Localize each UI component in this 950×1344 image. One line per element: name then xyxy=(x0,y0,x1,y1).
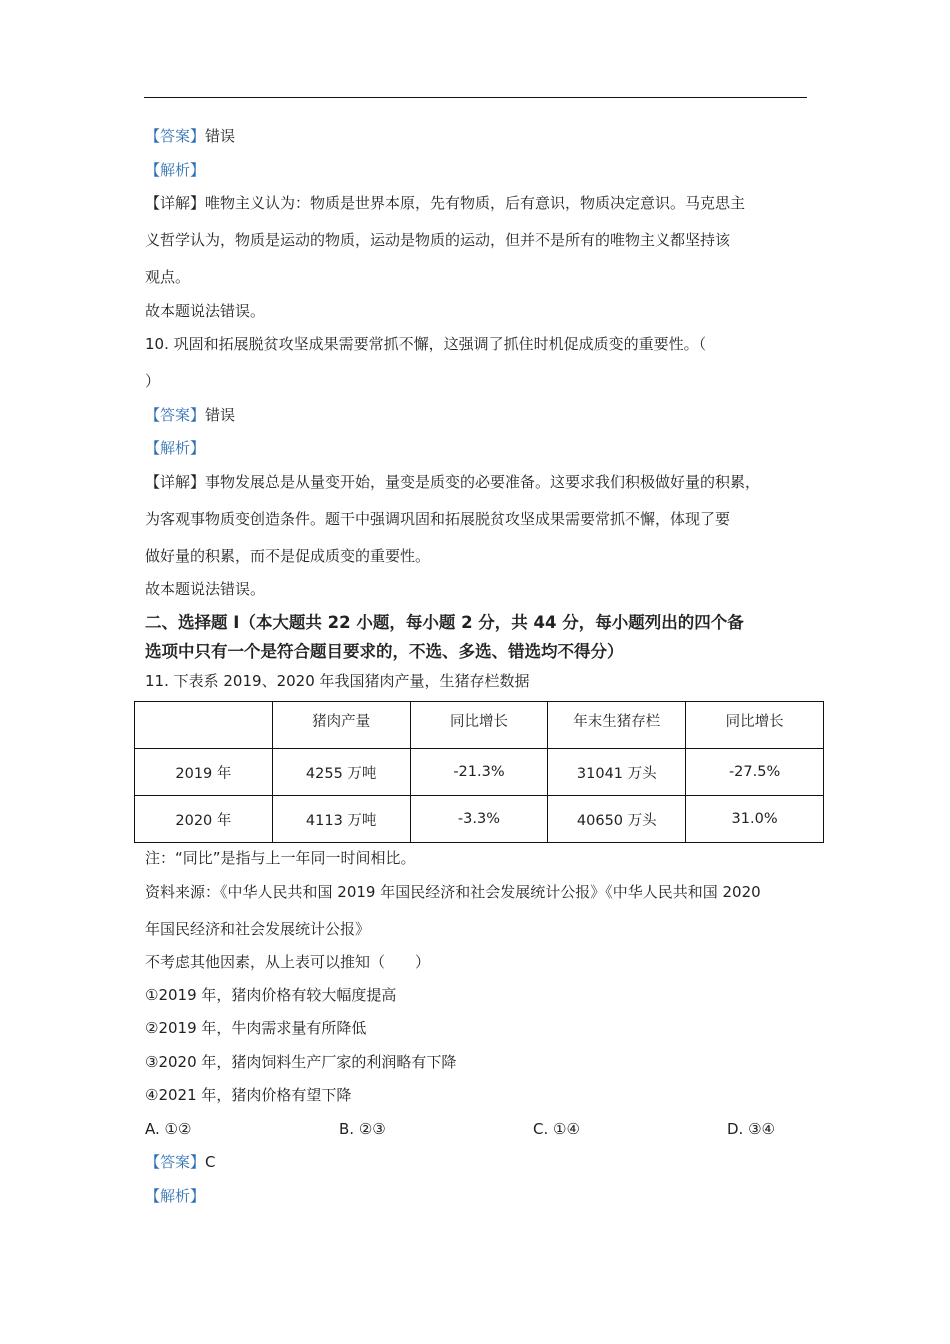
table-cell: -21.3% xyxy=(410,749,548,796)
table-header-cell xyxy=(135,702,273,749)
table-cell: -27.5% xyxy=(686,749,824,796)
detail-text: 事物发展总是从量变开始，量变是质变的必要准备。这要求我们积极做好量的积累， xyxy=(205,473,761,491)
option-b: B. ②③ xyxy=(339,1120,386,1138)
table-row xyxy=(135,749,824,796)
q9-detail-line-2: 义哲学认为，物质是运动的物质，运动是物质的运动，但并不是所有的唯物主义都坚持该 xyxy=(145,231,731,249)
statement-item: ④2021 年，猪肉价格有望下降 xyxy=(145,1086,352,1104)
q9-detail-line-3: 观点。 xyxy=(145,268,191,286)
q9-conclusion: 故本题说法错误。 xyxy=(145,302,266,320)
q10-detail-line-2: 为客观事物质变创造条件。题干中强调巩固和拓展脱贫攻坚成果需要常抓不懈，体现了要 xyxy=(145,510,731,528)
table-header-cell: 年末生猪存栏 xyxy=(548,702,686,749)
table-header-cell: 同比增长 xyxy=(686,702,824,749)
table-cell: 31041 万头 xyxy=(548,749,686,796)
table-header-cell: 猪肉产量 xyxy=(272,702,410,749)
section-title-line-1: 二、选择题 I（本大题共 22 小题，每小题 2 分，共 44 分，每小题列出的四个备 xyxy=(145,613,744,632)
q10-conclusion: 故本题说法错误。 xyxy=(145,580,266,598)
q9-detail-line-1 xyxy=(145,193,745,213)
option-d: D. ③④ xyxy=(727,1120,775,1138)
statement-item: ①2019 年，猪肉价格有较大幅度提高 xyxy=(145,986,397,1004)
table-header-row xyxy=(135,702,824,749)
statement-item: ③2020 年，猪肉饲料生产厂家的利润略有下降 xyxy=(145,1053,457,1071)
q10-detail-line-3: 做好量的积累，而不是促成质变的重要性。 xyxy=(145,547,431,565)
table-cell: 40650 万头 xyxy=(548,796,686,843)
table-note: 注：“同比”是指与上一年同一时间相比。 xyxy=(145,849,416,867)
table-cell: 4113 万吨 xyxy=(272,796,410,843)
detail-text: 唯物主义认为：物质是世界本原，先有物质，后有意识，物质决定意识。马克思主 xyxy=(205,194,746,212)
statement-item: ②2019 年，牛肉需求量有所降低 xyxy=(145,1019,367,1037)
table-cell: 4255 万吨 xyxy=(272,749,410,796)
detail-tag: 【详解】 xyxy=(145,473,206,491)
q10-stem-line-2: ） xyxy=(145,372,161,390)
q11-stem: 11. 下表系 2019、2020 年我国猪肉产量，生猪存栏数据 xyxy=(145,672,530,690)
q9-answer-line xyxy=(145,126,235,146)
answer-tag: 【答案】 xyxy=(145,127,206,145)
table-header-cell: 同比增长 xyxy=(410,702,548,749)
analysis-tag: 【解析】 xyxy=(145,1187,206,1205)
answer-tag: 【答案】 xyxy=(145,1153,206,1171)
table-cell: 31.0% xyxy=(686,796,824,843)
q10-answer-line xyxy=(145,405,235,425)
analysis-tag: 【解析】 xyxy=(145,161,206,179)
q10-detail-line-1 xyxy=(145,472,760,492)
detail-tag: 【详解】 xyxy=(145,194,206,212)
q10-stem-line-1: 10. 巩固和拓展脱贫攻坚成果需要常抓不懈，这强调了抓住时机促成质变的重要性。（ xyxy=(145,335,707,353)
answer-text: C xyxy=(205,1153,216,1171)
answer-tag: 【答案】 xyxy=(145,406,206,424)
header-rule xyxy=(144,97,807,98)
table-cell: -3.3% xyxy=(410,796,548,843)
q11-question: 不考虑其他因素，从上表可以推知（ ） xyxy=(145,953,431,971)
q11-answer-line xyxy=(145,1152,216,1172)
source-line-1: 资料来源：《中华人民共和国 2019 年国民经济和社会发展统计公报》《中华人民共和国 2020 xyxy=(145,883,761,901)
option-c: C. ①④ xyxy=(533,1120,580,1138)
table-cell: 2020 年 xyxy=(135,796,273,843)
table-row xyxy=(135,796,824,843)
table-cell: 2019 年 xyxy=(135,749,273,796)
option-a: A. ①② xyxy=(145,1120,192,1138)
analysis-tag: 【解析】 xyxy=(145,439,206,457)
section-title-line-2: 选项中只有一个是符合题目要求的，不选、多选、错选均不得分） xyxy=(145,642,624,661)
pork-data-table xyxy=(134,701,824,843)
answer-text: 错误 xyxy=(205,406,236,424)
source-line-2: 年国民经济和社会发展统计公报》 xyxy=(145,920,371,938)
answer-text: 错误 xyxy=(205,127,236,145)
